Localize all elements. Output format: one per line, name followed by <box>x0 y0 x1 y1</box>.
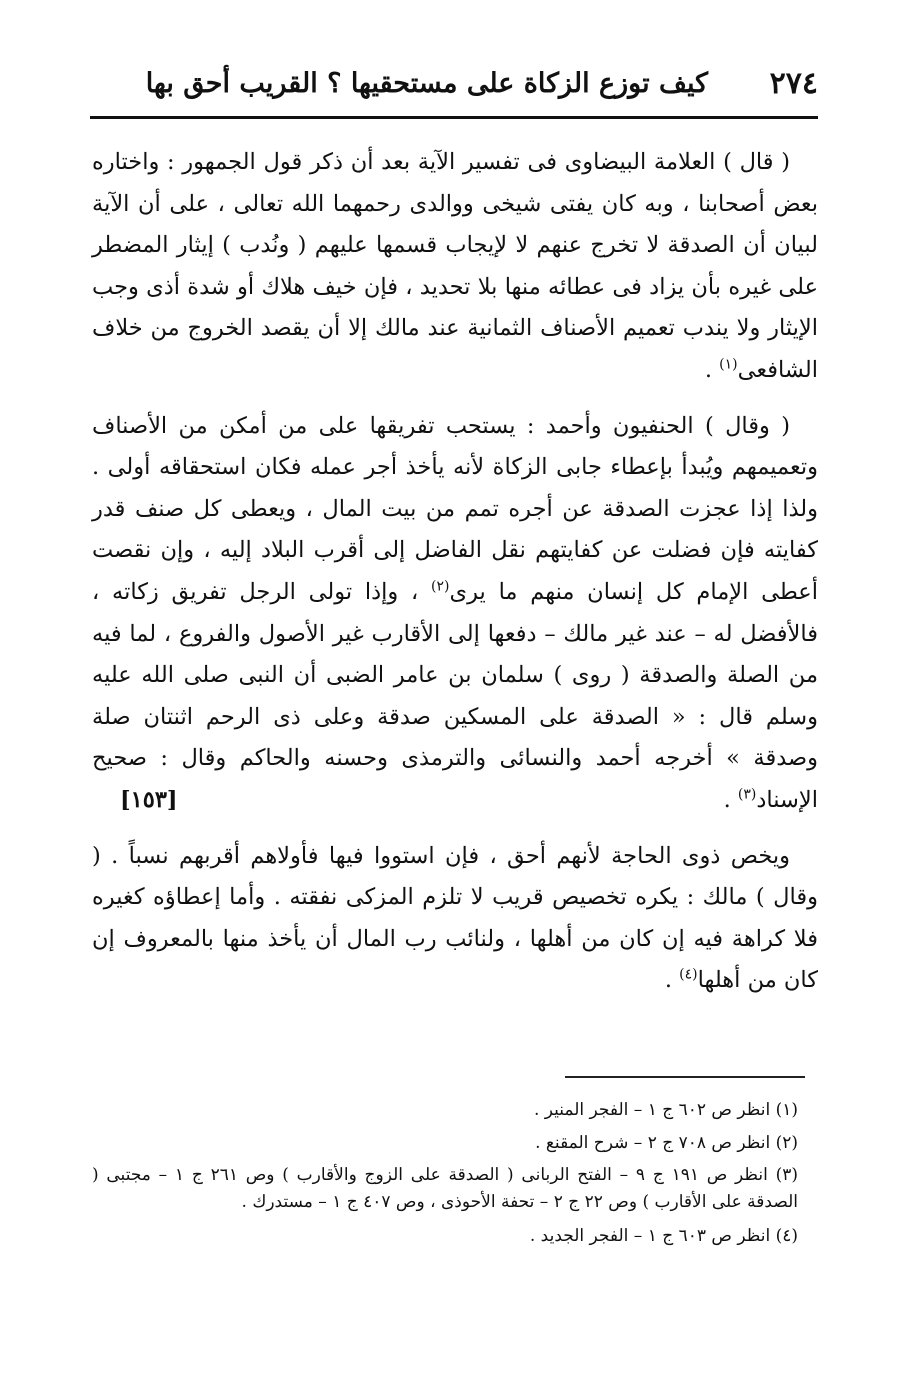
paragraph-3 <box>92 836 818 1002</box>
paragraph-2-tail: . <box>723 786 738 813</box>
footnote-4: (٤) انظر ص ٦٠٣ ج ١ – الفجر الجديد . <box>529 1226 798 1246</box>
footnote-mark-1: (١) <box>719 356 738 373</box>
paragraph-1-tail: . <box>704 356 720 383</box>
running-title: كيف توزع الزكاة على مستحقيها ؟ القريب أحق بها <box>145 68 708 99</box>
paragraph-3-tail: . <box>664 967 680 994</box>
footnote-3: (٣) انظر ص ١٩١ ج ٩ – الفتح الربانى ( الصدقة على الزوج والأقارب ) وص ٢٦١ ج ١ – مجتبى ( الصدقة على الأقارب ) وص ٢٢ ج ٢ – تحفة الأحوذى ، وص ٤٠٧ ج ١ – مستدرك . <box>92 1165 798 1212</box>
paragraph-1-text: ( قال ) العلامة البيضاوى فى تفسير الآية بعد أن ذكر قول الجمهور : واختاره بعض أصحابنا ، وبه كان يفتى شيخى ووالدى رحمهما الله تعالى ، على أن الآية لبيان أن الصدقة لا تخرج عنهم لا لإيجاب قسمها عليهم ( ونُدب ) إيثار المضطر على غيره بأن يزاد فى عطائه منها بلا تحديد ، فإن خيف هلاك أو شدة أذى وجب الإيثار ولا يندب تعميم الأصناف الثمانية عند مالك إلا أن يقصد الخروج من خلاف الشافعى <box>92 149 818 383</box>
footnote-mark-3: (٣) <box>737 786 757 803</box>
footnote-separator <box>565 1076 805 1078</box>
paragraph-1 <box>92 142 818 392</box>
footnote-1: (١) انظر ص ٦٠٢ ج ١ – الفجر المنير . <box>533 1100 798 1120</box>
running-header <box>90 62 818 112</box>
paragraph-2-text: ( وقال ) الحنفيون وأحمد : يستحب تفريقها على من أمكن من الأصناف وتعميمهم ويُبدأ بإعطاء جابى الزكاة لأنه يأخذ أجر عمله فكان استحقاقه أولى . ولذا إذا عجزت الصدقة عن أجره تمم من بيت المال ، ويعطى كل صنف قدر كفايته فإن فضلت عن كفايتهم نقل الفاضل إلى أقرب البلاد إليه ، وإن نقصت أعطى الإمام كل إنسان منهم ما يرى <box>92 412 818 605</box>
hadith-reference-number: [١٥٣] <box>120 786 178 813</box>
footnote-2: (٢) انظر ص ٧٠٨ ج ٢ – شرح المقنع . <box>535 1133 798 1153</box>
footnote-mark-2: (٢) <box>431 578 450 595</box>
footnote-mark-4: (٤) <box>679 966 698 983</box>
body-text <box>92 142 818 1016</box>
paragraph-2 <box>92 406 818 822</box>
footnotes <box>92 1094 818 1253</box>
paragraph-2-text-continued: ، وإذا تولى الرجل تفريق زكاته ، فالأفضل له – عند غير مالك – دفعها إلى الأقارب غير الأصول والفروع ، لما فيه من الصلة والصدقة ( روى ) سلمان بن عامر الضبى أن النبى صلى الله عليه وسلم قال : « الصدقة على المسكين صدقة وعلى ذى الرحم اثنتان صلة وصدقة » أخرجه أحمد والنسائى والترمذى وحسنه والحاكم وقال : صحيح الإسناد <box>92 578 818 813</box>
page-number: ٢٧٤ <box>769 66 818 101</box>
header-rule <box>90 116 818 119</box>
paragraph-3-text: ويخص ذوى الحاجة لأنهم أحق ، فإن استووا فيها فأولاهم أقربهم نسباً . ( وقال ) مالك : يكره تخصيص قريب لا تلزم المزكى نفقته . وأما إعطاؤه كغيره فلا كراهة فيه إن كان من أهلها ، ولنائب رب المال أن يأخذ منها بالمعروف إن كان من أهلها <box>92 842 818 994</box>
